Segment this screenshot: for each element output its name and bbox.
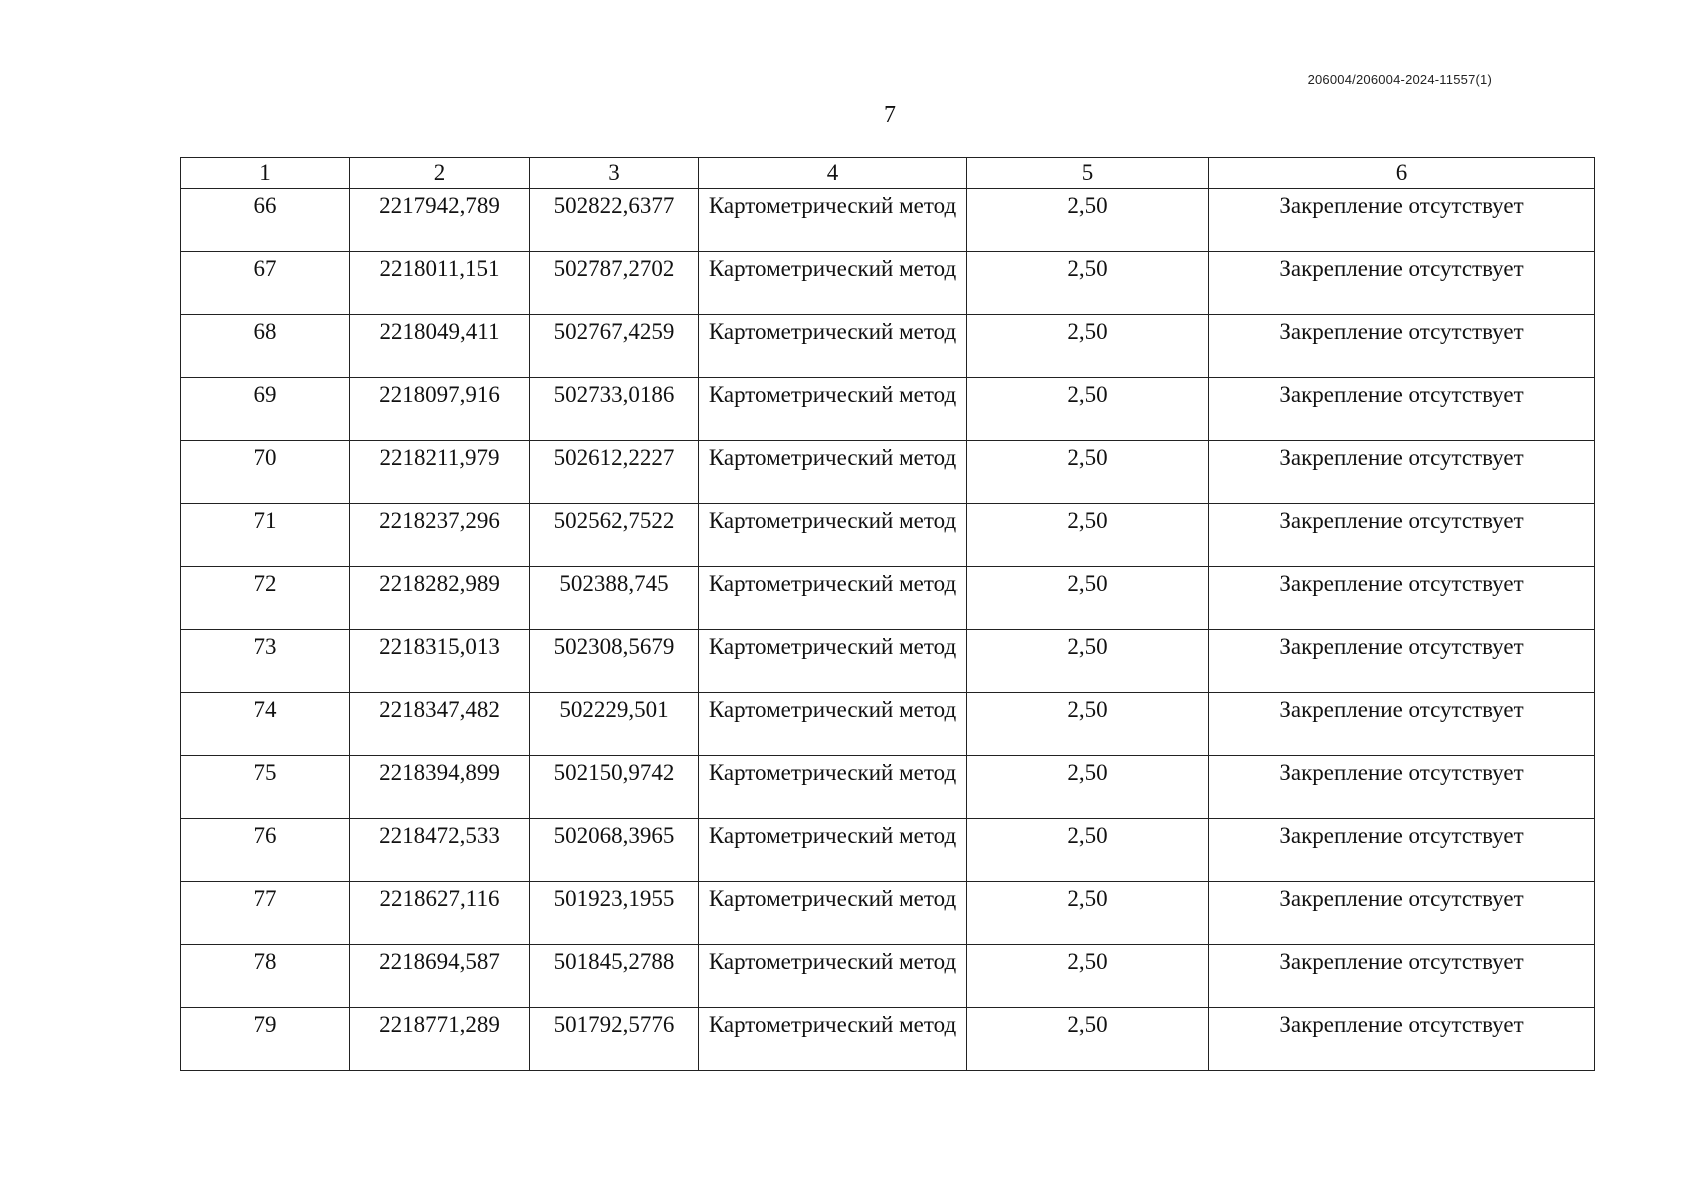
fixation: Закрепление отсутствует bbox=[1209, 693, 1595, 756]
coordinate-x: 2218211,979 bbox=[350, 441, 530, 504]
method-text: Картометрический метод bbox=[708, 1012, 957, 1037]
column-header-1: 1 bbox=[181, 158, 350, 189]
method-text: Картометрический метод bbox=[708, 634, 957, 659]
coordinate-x: 2218627,116 bbox=[350, 882, 530, 945]
coordinate-y: 502787,2702 bbox=[530, 252, 699, 315]
fixation: Закрепление отсутствует bbox=[1209, 756, 1595, 819]
fixation: Закрепление отсутствует bbox=[1209, 945, 1595, 1008]
method bbox=[699, 756, 967, 819]
fixation: Закрепление отсутствует bbox=[1209, 882, 1595, 945]
table-row bbox=[181, 882, 1595, 945]
method bbox=[699, 252, 967, 315]
method-text: Картометрический метод bbox=[708, 760, 957, 785]
method-text: Картометрический метод bbox=[708, 823, 957, 848]
method-text: Картометрический метод bbox=[708, 697, 957, 722]
fixation: Закрепление отсутствует bbox=[1209, 819, 1595, 882]
coordinate-y: 502388,745 bbox=[530, 567, 699, 630]
point-number: 72 bbox=[181, 567, 350, 630]
table-body bbox=[181, 189, 1595, 1071]
table-row bbox=[181, 189, 1595, 252]
point-number: 76 bbox=[181, 819, 350, 882]
coordinate-y: 502822,6377 bbox=[530, 189, 699, 252]
column-header-4: 4 bbox=[699, 158, 967, 189]
point-number: 77 bbox=[181, 882, 350, 945]
method bbox=[699, 945, 967, 1008]
accuracy: 2,50 bbox=[967, 567, 1209, 630]
method-text: Картометрический метод bbox=[708, 886, 957, 911]
accuracy: 2,50 bbox=[967, 504, 1209, 567]
coordinate-y: 501845,2788 bbox=[530, 945, 699, 1008]
accuracy: 2,50 bbox=[967, 882, 1209, 945]
column-header-3: 3 bbox=[530, 158, 699, 189]
method-text: Картометрический метод bbox=[708, 949, 957, 974]
method-text: Картометрический метод bbox=[708, 256, 957, 281]
point-number: 69 bbox=[181, 378, 350, 441]
accuracy: 2,50 bbox=[967, 693, 1209, 756]
table-row bbox=[181, 504, 1595, 567]
table-row bbox=[181, 567, 1595, 630]
method-text: Картометрический метод bbox=[708, 508, 957, 533]
accuracy: 2,50 bbox=[967, 315, 1209, 378]
fixation: Закрепление отсутствует bbox=[1209, 315, 1595, 378]
fixation: Закрепление отсутствует bbox=[1209, 1008, 1595, 1071]
coordinate-y: 502767,4259 bbox=[530, 315, 699, 378]
point-number: 73 bbox=[181, 630, 350, 693]
coordinate-x: 2218472,533 bbox=[350, 819, 530, 882]
coordinate-x: 2217942,789 bbox=[350, 189, 530, 252]
coordinate-x: 2218237,296 bbox=[350, 504, 530, 567]
accuracy: 2,50 bbox=[967, 189, 1209, 252]
coordinate-x: 2218282,989 bbox=[350, 567, 530, 630]
table-row bbox=[181, 630, 1595, 693]
coordinate-x: 2218771,289 bbox=[350, 1008, 530, 1071]
point-number: 74 bbox=[181, 693, 350, 756]
table-row bbox=[181, 378, 1595, 441]
coordinates-table bbox=[180, 157, 1595, 1071]
coordinate-x: 2218049,411 bbox=[350, 315, 530, 378]
table-row bbox=[181, 1008, 1595, 1071]
accuracy: 2,50 bbox=[967, 378, 1209, 441]
table-row bbox=[181, 252, 1595, 315]
method bbox=[699, 441, 967, 504]
coordinate-y: 502308,5679 bbox=[530, 630, 699, 693]
table-row bbox=[181, 693, 1595, 756]
fixation: Закрепление отсутствует bbox=[1209, 630, 1595, 693]
table-row bbox=[181, 315, 1595, 378]
method-text: Картометрический метод bbox=[708, 319, 957, 344]
coordinate-y: 501792,5776 bbox=[530, 1008, 699, 1071]
document-id: 206004/206004-2024-11557(1) bbox=[1307, 72, 1492, 87]
method bbox=[699, 630, 967, 693]
fixation: Закрепление отсутствует bbox=[1209, 252, 1595, 315]
accuracy: 2,50 bbox=[967, 819, 1209, 882]
method bbox=[699, 1008, 967, 1071]
accuracy: 2,50 bbox=[967, 1008, 1209, 1071]
coordinate-y: 502733,0186 bbox=[530, 378, 699, 441]
method bbox=[699, 504, 967, 567]
coordinate-y: 501923,1955 bbox=[530, 882, 699, 945]
column-header-6: 6 bbox=[1209, 158, 1595, 189]
method-text: Картометрический метод bbox=[708, 445, 957, 470]
method-text: Картометрический метод bbox=[708, 571, 957, 596]
coordinate-x: 2218394,899 bbox=[350, 756, 530, 819]
table-row bbox=[181, 945, 1595, 1008]
method-text: Картометрический метод bbox=[708, 382, 957, 407]
point-number: 70 bbox=[181, 441, 350, 504]
coordinate-y: 502562,7522 bbox=[530, 504, 699, 567]
table-header-row bbox=[181, 158, 1595, 189]
method bbox=[699, 819, 967, 882]
method bbox=[699, 567, 967, 630]
coordinate-y: 502068,3965 bbox=[530, 819, 699, 882]
method bbox=[699, 378, 967, 441]
method bbox=[699, 693, 967, 756]
point-number: 79 bbox=[181, 1008, 350, 1071]
point-number: 71 bbox=[181, 504, 350, 567]
method bbox=[699, 882, 967, 945]
point-number: 66 bbox=[181, 189, 350, 252]
fixation: Закрепление отсутствует bbox=[1209, 189, 1595, 252]
method bbox=[699, 189, 967, 252]
coordinate-x: 2218694,587 bbox=[350, 945, 530, 1008]
column-header-5: 5 bbox=[967, 158, 1209, 189]
accuracy: 2,50 bbox=[967, 756, 1209, 819]
fixation: Закрепление отсутствует bbox=[1209, 567, 1595, 630]
coordinate-y: 502150,9742 bbox=[530, 756, 699, 819]
point-number: 78 bbox=[181, 945, 350, 1008]
coordinate-x: 2218347,482 bbox=[350, 693, 530, 756]
fixation: Закрепление отсутствует bbox=[1209, 441, 1595, 504]
coordinate-y: 502229,501 bbox=[530, 693, 699, 756]
method-text: Картометрический метод bbox=[708, 193, 957, 218]
page-number: 7 bbox=[884, 102, 896, 128]
column-header-2: 2 bbox=[350, 158, 530, 189]
point-number: 68 bbox=[181, 315, 350, 378]
coordinate-x: 2218315,013 bbox=[350, 630, 530, 693]
point-number: 75 bbox=[181, 756, 350, 819]
coordinate-x: 2218011,151 bbox=[350, 252, 530, 315]
accuracy: 2,50 bbox=[967, 252, 1209, 315]
point-number: 67 bbox=[181, 252, 350, 315]
table-row bbox=[181, 819, 1595, 882]
coordinate-x: 2218097,916 bbox=[350, 378, 530, 441]
accuracy: 2,50 bbox=[967, 630, 1209, 693]
accuracy: 2,50 bbox=[967, 441, 1209, 504]
method bbox=[699, 315, 967, 378]
fixation: Закрепление отсутствует bbox=[1209, 378, 1595, 441]
fixation: Закрепление отсутствует bbox=[1209, 504, 1595, 567]
table-row bbox=[181, 756, 1595, 819]
accuracy: 2,50 bbox=[967, 945, 1209, 1008]
coordinate-y: 502612,2227 bbox=[530, 441, 699, 504]
table-row bbox=[181, 441, 1595, 504]
